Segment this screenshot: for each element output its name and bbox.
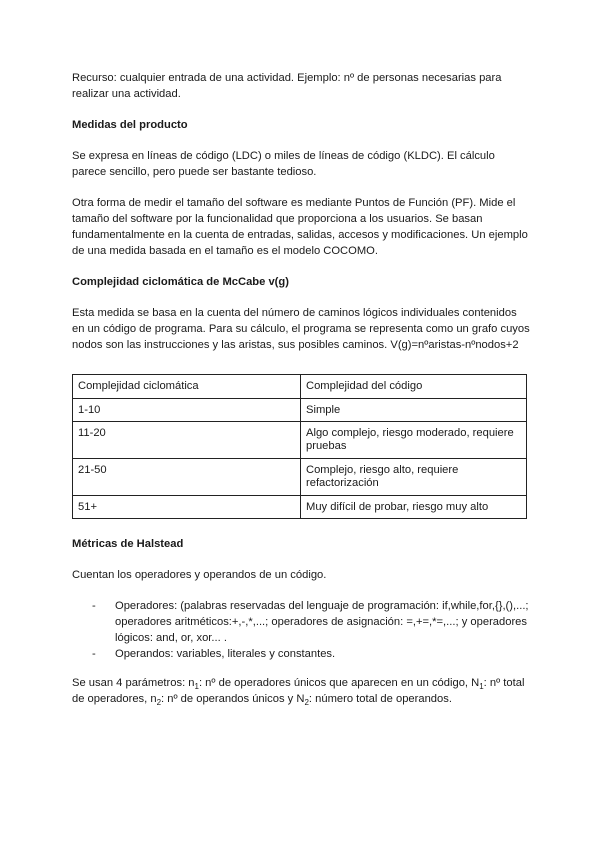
complexity-table [72,374,527,519]
table-row [73,496,527,519]
param-text: Se usan 4 parámetros: n [72,677,195,689]
table-cell: Simple [301,399,527,422]
table-header-row [73,375,527,399]
list-item-text: Operadores: (palabras reservadas del lenguaje de programación: if,while,for,{},(),...; operadores aritméticos:+,-,*,...; operadores de asignación: =,+=,*=,...; y operadores lógicos: and, or, xor... . [115,600,529,644]
parametros-paragraph [72,675,530,707]
param-text: : número total de operandos. [308,693,452,705]
dash-bullet-icon: - [92,600,96,612]
param-text: : nº de operandos únicos y N [161,693,305,705]
param-text: : nº total de operadores, n [72,677,525,705]
document-page [72,70,530,707]
table-cell: 1-10 [73,399,301,422]
table-cell: 11-20 [73,422,301,459]
param-subscript: 1 [479,682,484,691]
dash-bullet-icon: - [92,648,96,660]
param-subscript: 2 [304,698,309,707]
mccabe-paragraph: Esta medida se basa en la cuenta del número de caminos lógicos individuales contenidos en un código de programa. Para su cálculo, el programa se representa como un grafo cuyos nodos son las instrucciones y las aristas, sus posibles caminos. V(g)=nºaristas-nºnodos+2 [72,307,530,351]
table-cell: 21-50 [73,459,301,496]
table-header-cell: Complejidad ciclomática [73,375,301,399]
puntos-funcion-paragraph: Otra forma de medir el tamaño del software es mediante Puntos de Función (PF). Mide el tamaño del software por la funcionalidad que proporciona a los usuarios. Se basan fundamentalmente en la cuenta de entradas, salidas, accesos y modificaciones. Un ejemplo de una medida basada en el tamaño es el modelo COCOMO. [72,197,528,257]
param-subscript: 2 [156,698,162,707]
list-item [72,598,530,646]
halstead-heading: Métricas de Halstead [72,538,184,550]
table-row [73,459,527,496]
table-row [73,422,527,459]
recurso-paragraph: Recurso: cualquier entrada de una actividad. Ejemplo: nº de personas necesarias para realizar una actividad. [72,72,502,100]
table-cell: Complejo, riesgo alto, requiere refactorización [301,459,527,496]
halstead-list [72,598,530,662]
halstead-intro-paragraph: Cuentan los operadores y operandos de un código. [72,569,327,581]
medidas-producto-heading: Medidas del producto [72,119,188,131]
table-cell: Muy difícil de probar, riesgo muy alto [301,496,527,519]
list-item [72,646,530,662]
param-text: : nº de operadores únicos que aparecen en un código, N [198,677,480,689]
mccabe-heading: Complejidad ciclomática de McCabe v(g) [72,276,289,288]
table-cell: Algo complejo, riesgo moderado, requiere pruebas [301,422,527,459]
table-row [73,399,527,422]
param-subscript: 1 [194,682,199,691]
list-item-text: Operandos: variables, literales y constantes. [115,648,336,660]
table-cell: 51+ [73,496,301,519]
ldc-paragraph: Se expresa en líneas de código (LDC) o miles de líneas de código (KLDC). El cálculo parece sencillo, pero puede ser bastante tedioso. [72,150,495,178]
table-header-cell: Complejidad del código [301,375,527,399]
